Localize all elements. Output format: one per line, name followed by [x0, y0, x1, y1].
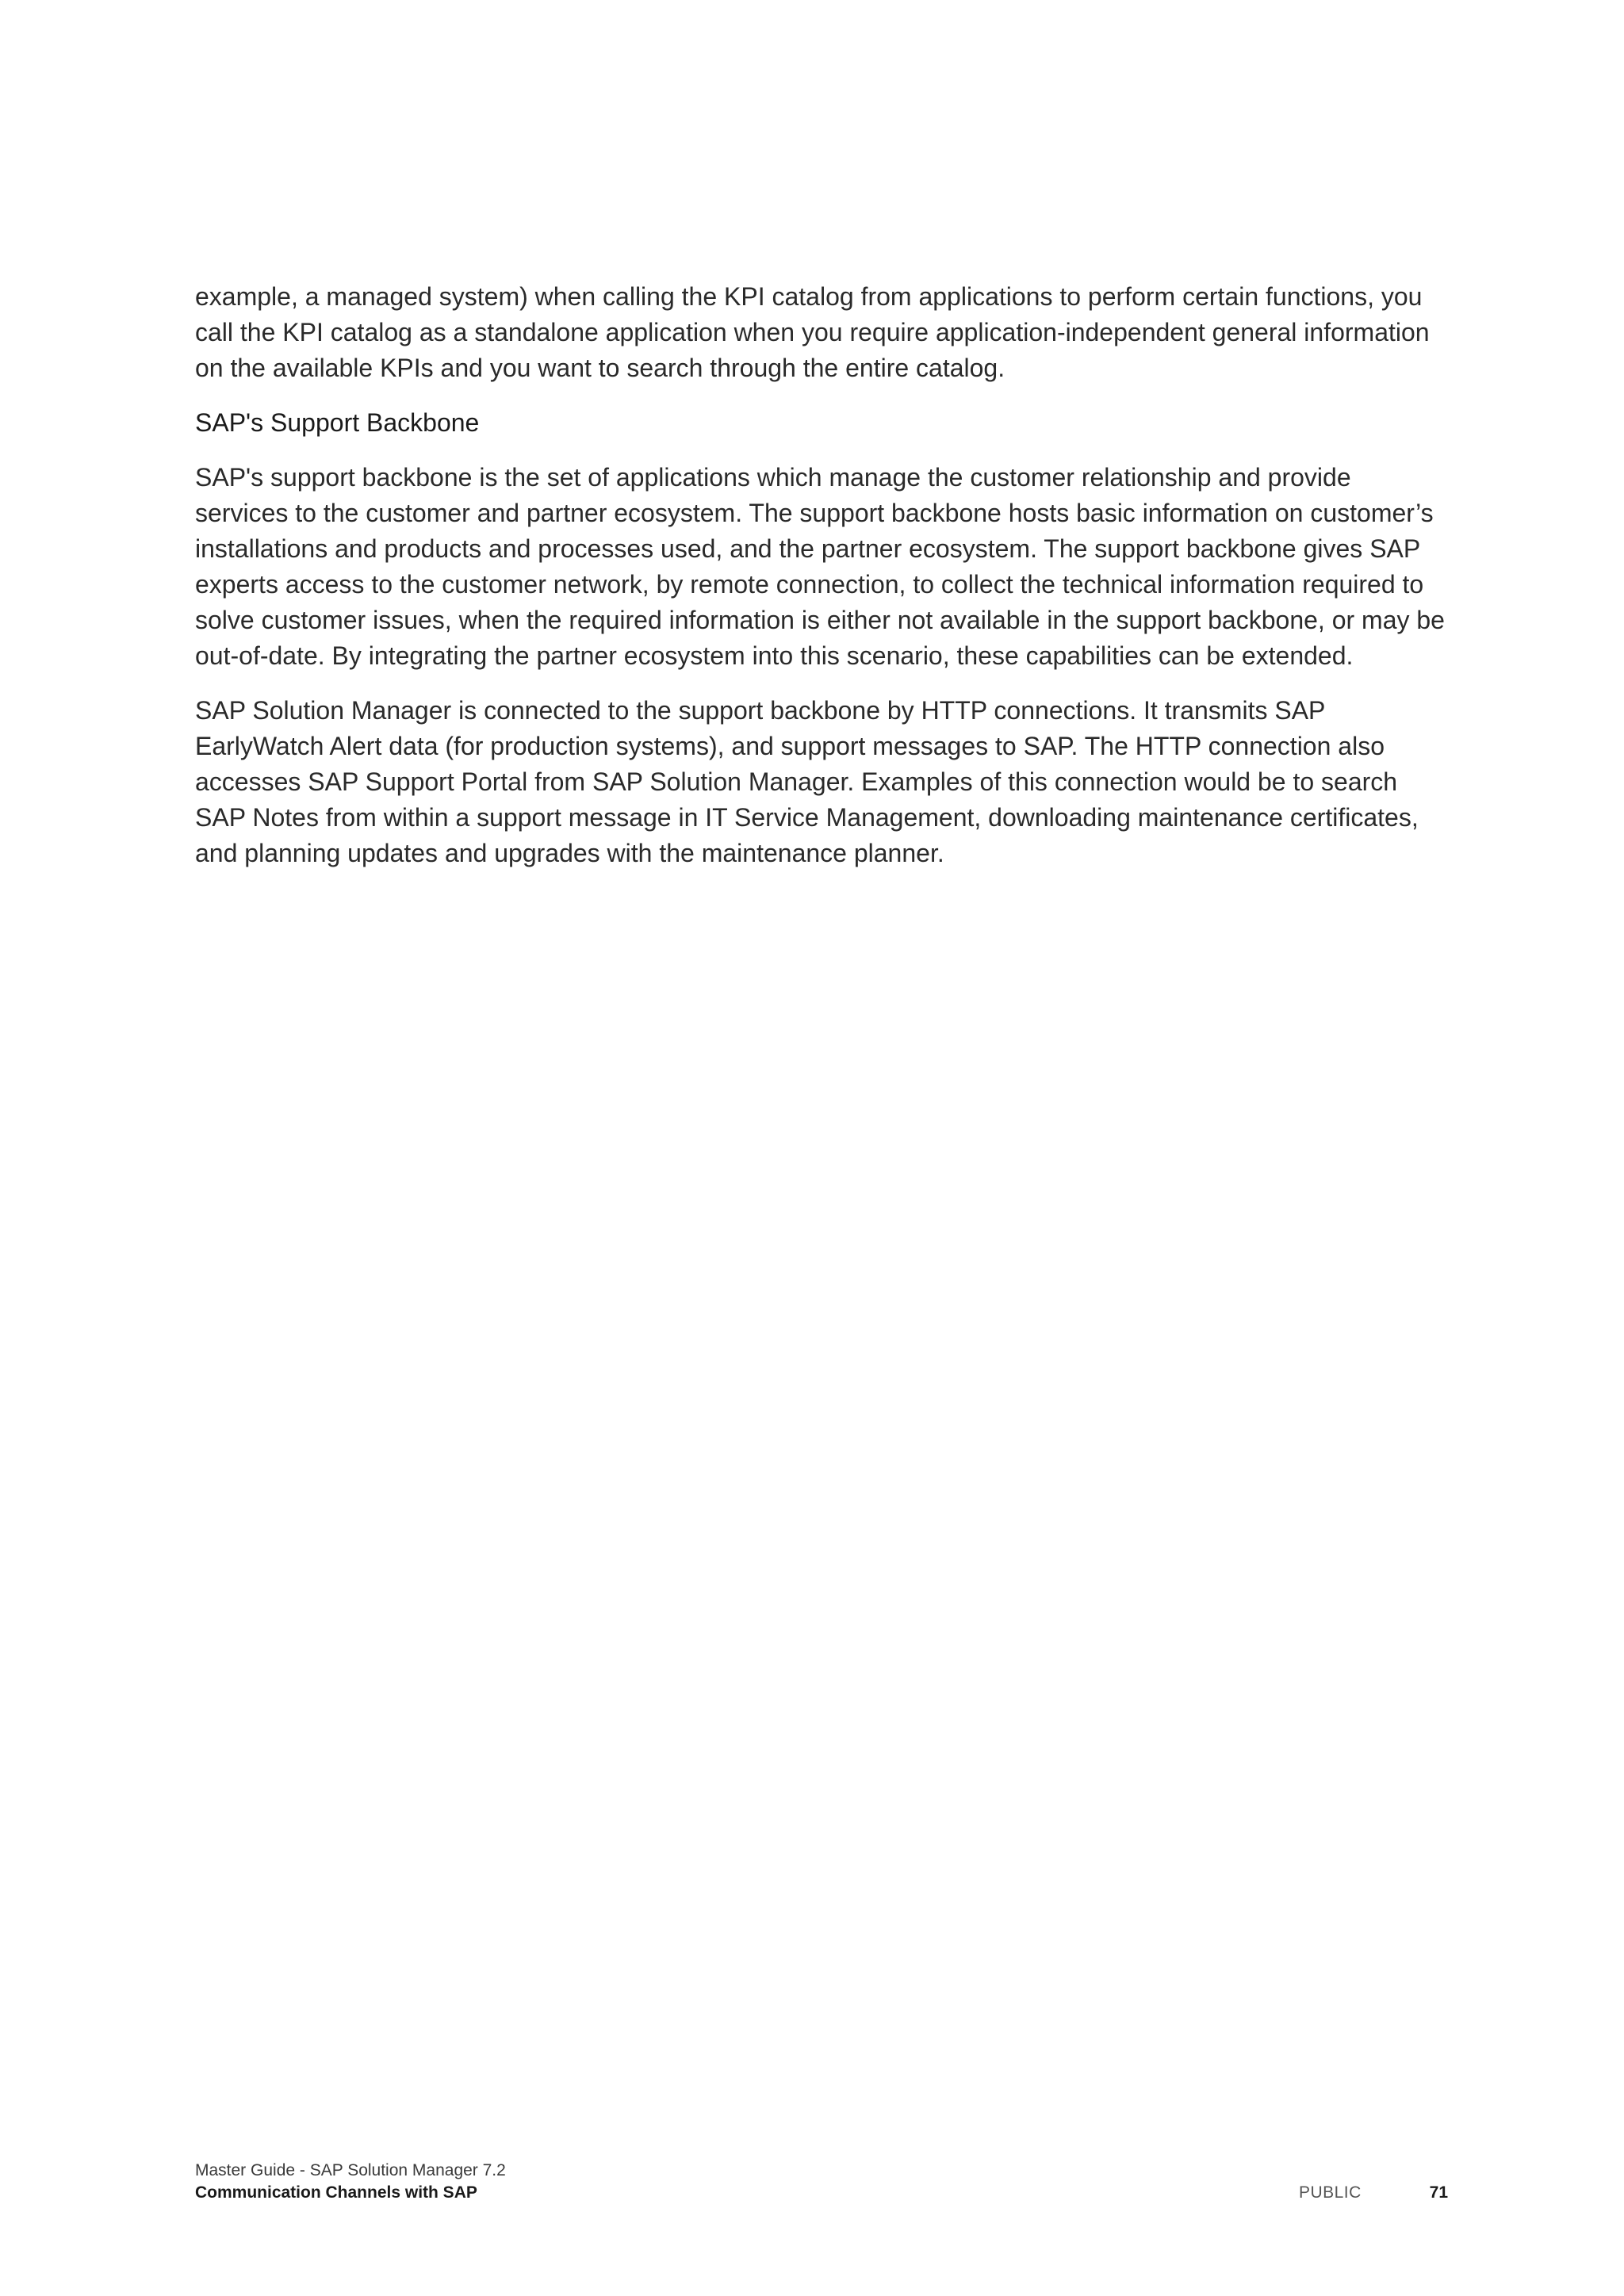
section-heading: SAP's Support Backbone — [195, 408, 480, 437]
page-number: 71 — [1429, 2183, 1448, 2202]
section-paragraph: SAP Solution Manager is connected to the support backbone by HTTP connections. It transmits SAP EarlyWatch Alert data (for production systems), and support messages to SAP. The HTTP connection also accesses SAP Support Portal from SAP Solution Manager. Examples of this connection would be to search SAP Notes from within a support message in IT Service Management, downloading maintenance certificates, and planning updates and upgrades with the maintenance planner. — [195, 696, 1419, 867]
footer-doc-title: Master Guide - SAP Solution Manager 7.2 — [195, 2161, 506, 2179]
footer-right — [1299, 2182, 1448, 2204]
footer-chapter-title: Communication Channels with SAP — [195, 2183, 477, 2202]
footer-classification: PUBLIC — [1298, 2183, 1362, 2202]
intro-paragraph: example, a managed system) when calling the KPI catalog from applications to perform certain functions, you call the KPI catalog as a standalone application when you require application-independent general information on the available KPIs and you want to search through the entire catalog. — [195, 282, 1430, 382]
page-body — [195, 279, 1448, 890]
section-paragraph: SAP's support backbone is the set of applications which manage the customer relationship and provide services to the customer and partner ecosystem. The support backbone hosts basic information on customer’s installations and products and processes used, and the partner ecosystem. The support backbone gives SAP experts access to the customer network, by remote connection, to collect the technical information required to solve customer issues, when the required information is either not available in the support backbone, or may be out-of-date. By integrating the partner ecosystem into this scenario, these capabilities can be extended. — [195, 463, 1445, 670]
footer-left — [195, 2160, 506, 2204]
page-footer — [195, 2160, 1448, 2207]
